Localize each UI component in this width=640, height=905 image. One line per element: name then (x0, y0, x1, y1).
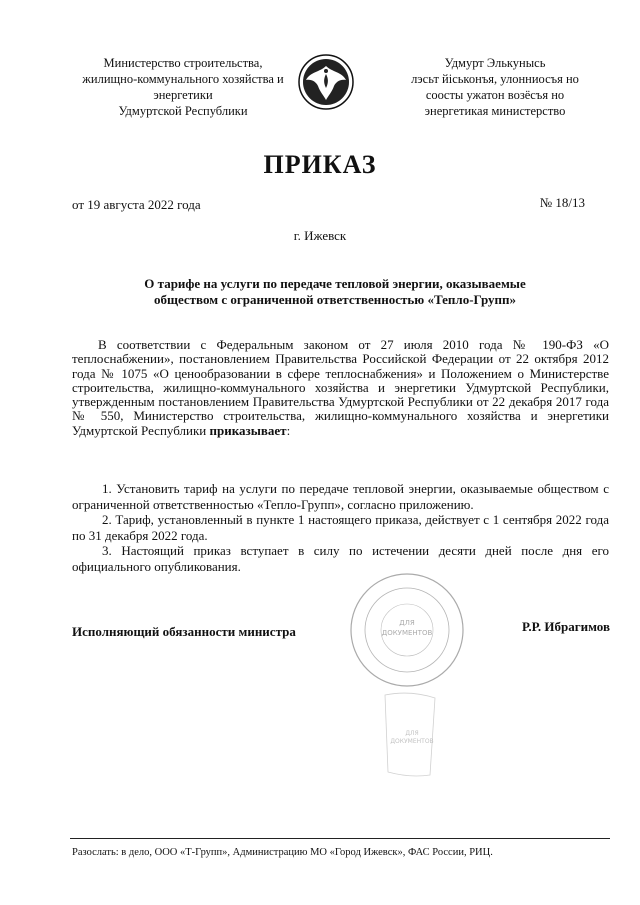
preamble-emphasis: приказывает (209, 422, 287, 438)
order-point: 1. Установить тариф на услуги по передаче тепловой энергии, оказываемые обществом с ограниченной ответственностью «Тепло-Групп», согласно приложению. (72, 481, 609, 512)
document-title: ПРИКАЗ (263, 150, 377, 179)
seal-text: ДОКУМЕНТОВ (381, 629, 433, 637)
ministry-line: энергетикая министерство (424, 104, 566, 118)
order-number: № 18/13 (539, 195, 585, 210)
seal-impression-icon (380, 690, 440, 780)
preamble-text: В соответствии с Федеральным законом от 27 июля 2010 года № 190-ФЗ «О теплоснабжении», постановлением Правительства Российской Федерации от 22 октября 2012 года № 1075 «О ценообразовании в сфере теплоснабжения» и Положением о Министерстве строительства, жилищно-коммунального хозяйства и энергетики Удмуртской Республики, утвержденным постановлением Правительства Удмуртской Республики от 22 декабря 2017 года № 550, Министерство строительства, жилищно-коммунального хозяйства и энергетики Удмуртской Республики (72, 337, 609, 438)
preamble-paragraph (72, 338, 609, 438)
order-city: г. Ижевск (293, 228, 347, 243)
order-subject (70, 276, 600, 308)
signatory-name: Р.Р. Ибрагимов (522, 619, 610, 634)
ministry-line: Удмуртской Республики (118, 104, 248, 118)
order-date: от 19 августа 2022 года (72, 197, 201, 212)
ministry-line: Удмурт Элькунысь (444, 56, 546, 70)
distribution-list: Разослать: в дело, ООО «Т-Групп», Администрацию МО «Город Ижевск», ФАС России, РИЦ. (72, 847, 493, 858)
ministry-line: энергетики (153, 88, 213, 102)
seal-text: ДЛЯ (399, 619, 415, 627)
official-seal-icon (340, 570, 475, 690)
subject-line: О тарифе на услуги по передаче тепловой энергии, оказываемые (144, 276, 526, 291)
ministry-line: жилищно-коммунального хозяйства и (82, 72, 284, 86)
footer-divider (70, 838, 610, 839)
ministry-name-russian (58, 55, 308, 119)
order-point: 3. Настоящий приказ вступает в силу по истечении десяти дней после дня его официального опубликования. (72, 543, 609, 574)
ministry-line: сооcты ужатон возёсъя но (425, 88, 565, 102)
order-point: 2. Тариф, установленный в пункте 1 настоящего приказа, действует с 1 сентября 2022 года по 31 декабря 2022 года. (72, 512, 609, 543)
ministry-line: лэсьт йіськонъя, улонниосъя но (411, 72, 579, 86)
ministry-name-udmurt (385, 55, 605, 119)
subject-line: обществом с ограниченной ответственностью «Тепло-Групп» (153, 292, 517, 307)
seal-text: ДЛЯ (405, 730, 419, 737)
order-points (72, 481, 609, 574)
coat-of-arms-icon (298, 52, 354, 112)
signatory-position: Исполняющий обязанности министра (72, 624, 296, 639)
ministry-line: Министерство строительства, (103, 56, 263, 70)
preamble-tail: : (286, 422, 291, 438)
seal-text: ДОКУМЕНТОВ (390, 738, 434, 745)
preamble-block (72, 338, 609, 438)
